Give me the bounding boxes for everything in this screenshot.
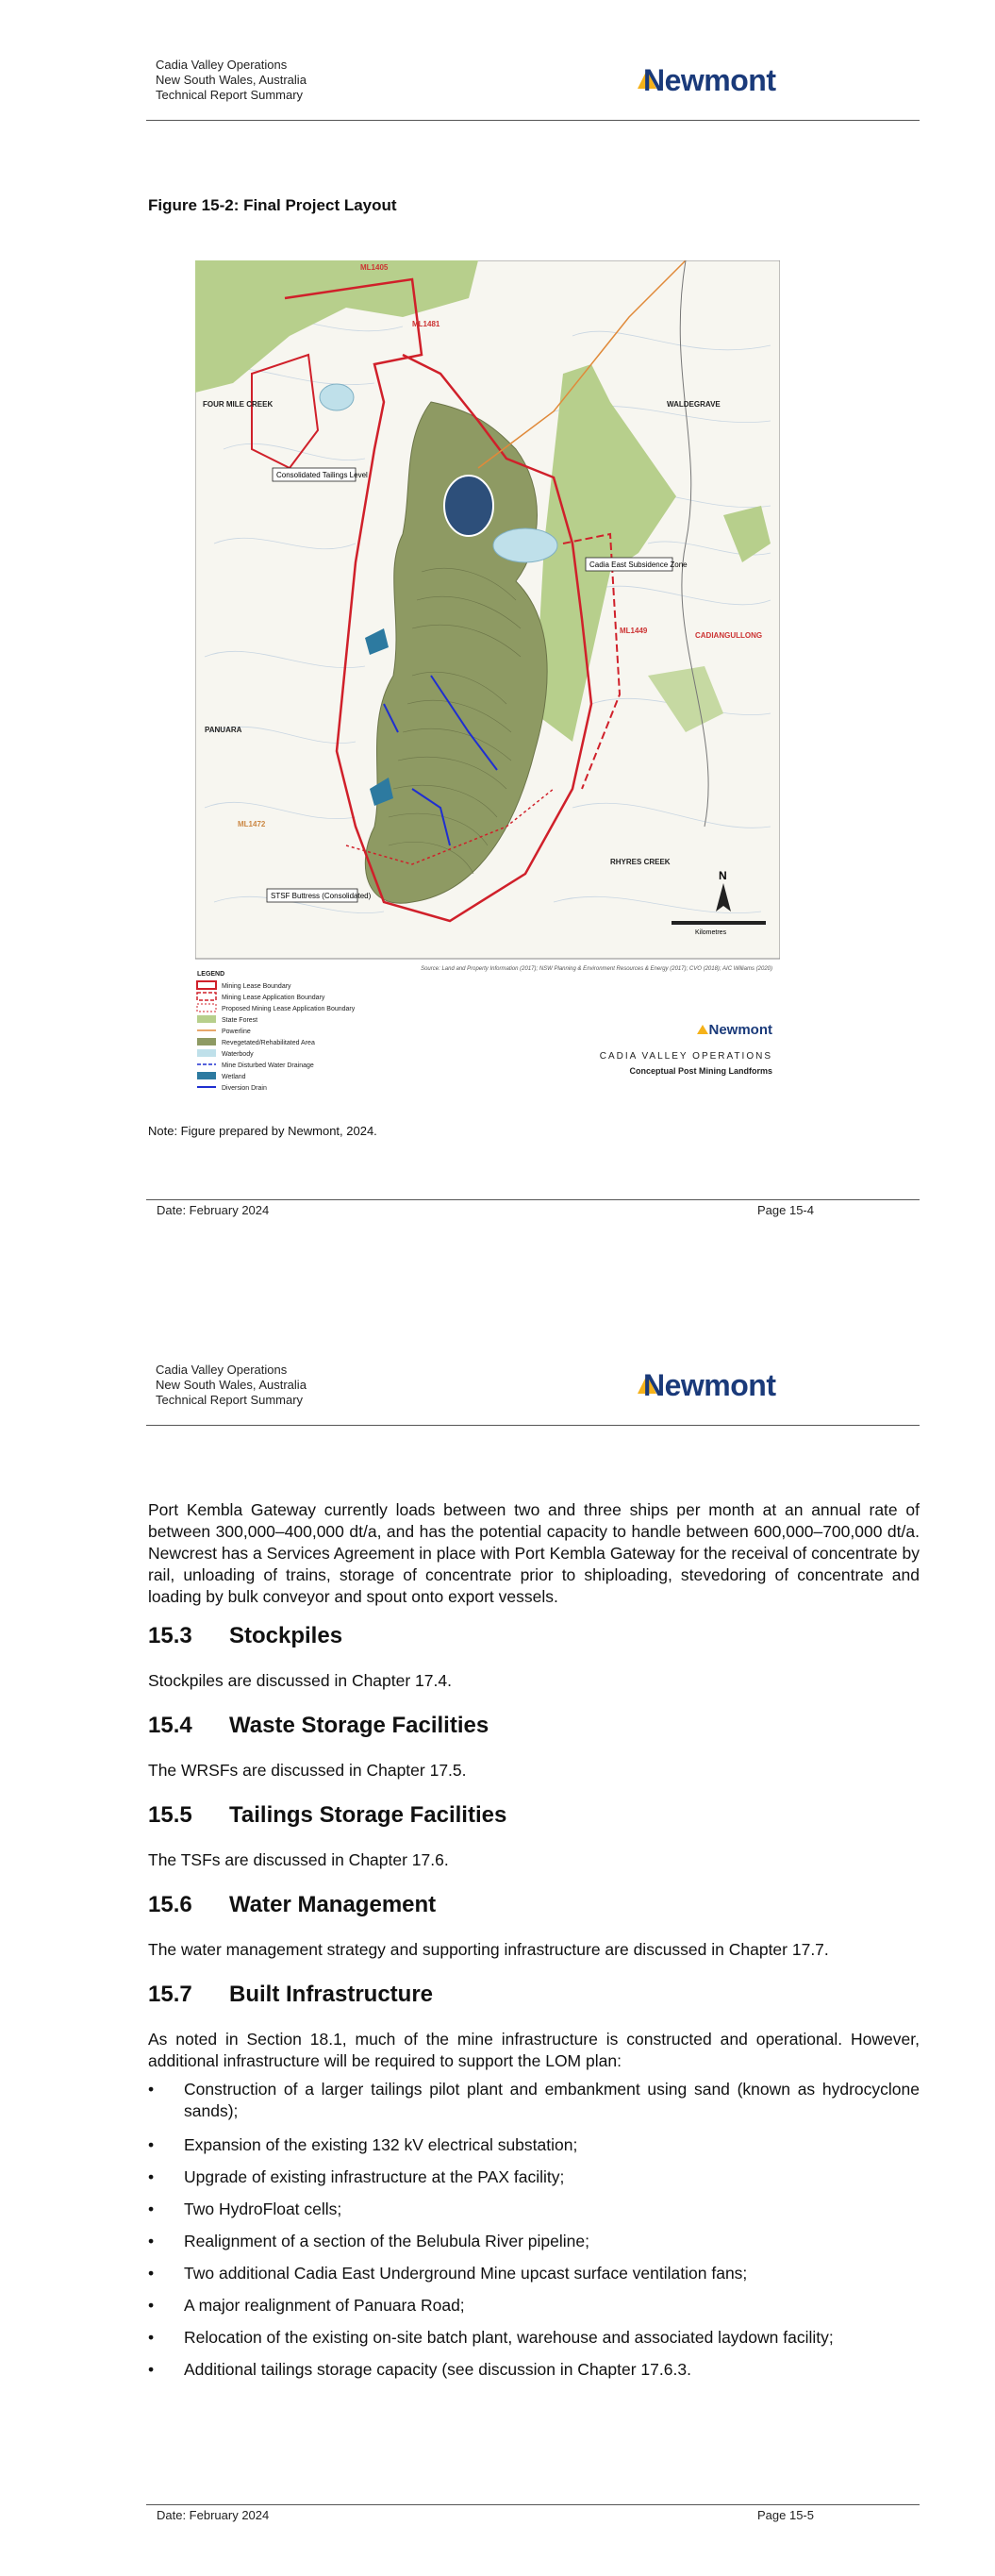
list-item-text: Realignment of a section of the Belubula River pipeline; [184, 2232, 589, 2250]
legend-item-0: Mining Lease Boundary [222, 983, 291, 990]
logo-text: Newmont [643, 63, 776, 97]
list-item-text: Two additional Cadia East Underground Mine upcast surface ventilation fans; [184, 2264, 748, 2283]
section-number: 15.3 [148, 1623, 192, 1648]
intro-paragraph: Port Kembla Gateway currently loads between two and three ships per month at an annual rate of between 300,000–400,000 dt/a, and has the potential capacity to handle between 600,000–700,000 dt/a. Newcrest has a Services Agreement in place with Port Kembla Gateway for the receival of concentrate by rail, unloading of trains, storage of concentrate prior to shiploading, stevedoring of concentrate and loading by bulk conveyor and spout onto export vessels. [148, 1500, 920, 1606]
bullet-icon: • [148, 2360, 155, 2379]
map-source: Source: Land and Property Information (2017); NSW Planning & Environment Resources & Energy (2017); CVO (2018); AIC Williams (2020) [421, 966, 772, 972]
logo-text: Newmont [643, 1368, 776, 1402]
label-rhyres-creek: RHYRES CREEK [610, 858, 671, 866]
bullet-icon: • [148, 2135, 155, 2154]
legend-swatch-lease [197, 981, 216, 989]
legend-item-3: State Forest [222, 1017, 258, 1024]
label-cadiangullong: CADIANGULLONG [695, 631, 763, 640]
section-title: Water Management [229, 1892, 437, 1917]
final-project-layout-map [195, 260, 780, 1110]
bullet-icon: • [148, 2296, 155, 2315]
legend-swatch-proposed [197, 1004, 216, 1012]
list-item-text: Two HydroFloat cells; [184, 2200, 342, 2218]
list-item-text: A major realignment of Panuara Road; [184, 2296, 465, 2315]
section-title: Built Infrastructure [229, 1982, 434, 2007]
header-rule [146, 120, 920, 121]
section-number: 15.7 [148, 1982, 192, 2007]
figure-title: Figure 15-2: Final Project Layout [148, 196, 397, 214]
bullet-icon: • [148, 2264, 155, 2283]
scale-bar-icon [672, 921, 766, 925]
legend-item-4: Powerline [222, 1029, 251, 1035]
legend-swatch-wetland [197, 1072, 216, 1079]
header-location: New South Wales, Australia [156, 73, 307, 87]
legend-item-2: Proposed Mining Lease Application Boundary [222, 1006, 356, 1012]
header-report-type: Technical Report Summary [156, 88, 304, 102]
footer-rule [146, 1199, 920, 1200]
map-logo-mark-icon [697, 1025, 708, 1034]
label-ml1472: ML1472 [238, 820, 266, 828]
header-location: New South Wales, Australia [156, 1378, 307, 1392]
legend-swatch-water [197, 1049, 216, 1057]
label-ml1449: ML1449 [620, 627, 648, 635]
bullet-icon: • [148, 2328, 155, 2347]
list-item-text: Expansion of the existing 132 kV electrical substation; [184, 2135, 578, 2154]
map-legend [197, 971, 356, 1092]
legend-item-8: Wetland [222, 1074, 246, 1080]
footer-rule [146, 2504, 920, 2505]
legend-item-7: Mine Disturbed Water Drainage [222, 1062, 314, 1069]
label-ml1405: ML1405 [360, 263, 389, 272]
callout-consolidated-tailings: Consolidated Tailings Level [276, 471, 368, 479]
section-text-stockpiles: Stockpiles are discussed in Chapter 17.4. [148, 1671, 452, 1690]
section-number: 15.6 [148, 1892, 192, 1917]
section-heading-waste-storage [148, 1713, 489, 1739]
label-four-mile-creek: FOUR MILE CREEK [203, 400, 274, 409]
label-panuara: PANUARA [205, 726, 242, 734]
legend-swatch-forest [197, 1015, 216, 1023]
map-subtitle: Conceptual Post Mining Landforms [629, 1066, 772, 1076]
legend-swatch-rehab [197, 1038, 216, 1045]
waterbody-east [493, 528, 557, 562]
bullet-icon: • [148, 2200, 155, 2218]
footer-page: Page 15-4 [757, 1203, 814, 1217]
legend-item-5: Revegetated/Rehabilitated Area [222, 1040, 315, 1046]
legend-title: LEGEND [197, 971, 225, 978]
section-number: 15.4 [148, 1713, 192, 1738]
footer-date: Date: February 2024 [157, 2508, 270, 2522]
waterbody-north [320, 384, 354, 410]
map-title-block [600, 1022, 772, 1076]
label-waldegrave: WALDEGRAVE [667, 400, 721, 409]
header-operation: Cadia Valley Operations [156, 58, 288, 72]
newmont-logo [638, 62, 812, 98]
section-text-built-infrastructure: As noted in Section 18.1, much of the mine infrastructure is constructed and operational. However, additional infrastructure will be required to support the LOM plan: [148, 2030, 920, 2070]
section-text-water-management: The water management strategy and supporting infrastructure are discussed in Chapter 17.7. [148, 1940, 829, 1959]
legend-item-6: Waterbody [222, 1051, 254, 1058]
scale-label: Kilometres [695, 929, 727, 936]
legend-item-1: Mining Lease Application Boundary [222, 995, 325, 1001]
section-title: Waste Storage Facilities [229, 1713, 489, 1738]
section-heading-water-management [148, 1892, 436, 1918]
legend-swatch-lease-app [197, 993, 216, 1000]
list-item-text: Upgrade of existing infrastructure at the PAX facility; [184, 2167, 565, 2186]
section-number: 15.5 [148, 1802, 192, 1828]
report-header [156, 1363, 307, 1408]
section-heading-built-infrastructure [148, 1982, 433, 2008]
map-brand: Newmont [708, 1022, 772, 1038]
section-text-waste-storage: The WRSFs are discussed in Chapter 17.5. [148, 1761, 467, 1780]
list-item-text: Relocation of the existing on-site batch plant, warehouse and associated laydown facility; [184, 2328, 834, 2347]
callout-cadia-east-subsidence: Cadia East Subsidence Zone [589, 560, 688, 569]
bullet-icon: • [148, 2080, 155, 2099]
section-heading-tailings-storage [148, 1802, 506, 1829]
bullet-icon: • [148, 2232, 155, 2250]
header-report-type: Technical Report Summary [156, 1393, 304, 1407]
legend-item-9: Diversion Drain [222, 1085, 267, 1092]
header-operation: Cadia Valley Operations [156, 1363, 288, 1377]
header-rule [146, 1425, 920, 1426]
footer-page: Page 15-5 [757, 2508, 814, 2522]
list-item-text: Construction of a larger tailings pilot plant and embankment using sand (known as hydrocyclone sands); [184, 2080, 920, 2120]
footer-date: Date: February 2024 [157, 1203, 270, 1217]
north-label: N [719, 869, 727, 882]
section-text-tailings-storage: The TSFs are discussed in Chapter 17.6. [148, 1850, 449, 1869]
section-title: Stockpiles [229, 1623, 343, 1648]
section-title: Tailings Storage Facilities [229, 1802, 507, 1828]
page-15-5 [0, 1288, 995, 2576]
bullet-icon: • [148, 2167, 155, 2186]
report-header [156, 58, 307, 103]
map-operation: CADIA VALLEY OPERATIONS [599, 1051, 772, 1062]
pit-waterbody [444, 476, 493, 536]
label-ml1481: ML1481 [412, 320, 440, 328]
callout-stsf-buttress: STSF Buttress (Consolidated) [271, 892, 372, 900]
section-heading-stockpiles [148, 1623, 342, 1649]
list-item-text: Additional tailings storage capacity (see discussion in Chapter 17.6.3. [184, 2360, 691, 2379]
newmont-logo [638, 1367, 812, 1403]
figure-note: Note: Figure prepared by Newmont, 2024. [148, 1124, 377, 1138]
